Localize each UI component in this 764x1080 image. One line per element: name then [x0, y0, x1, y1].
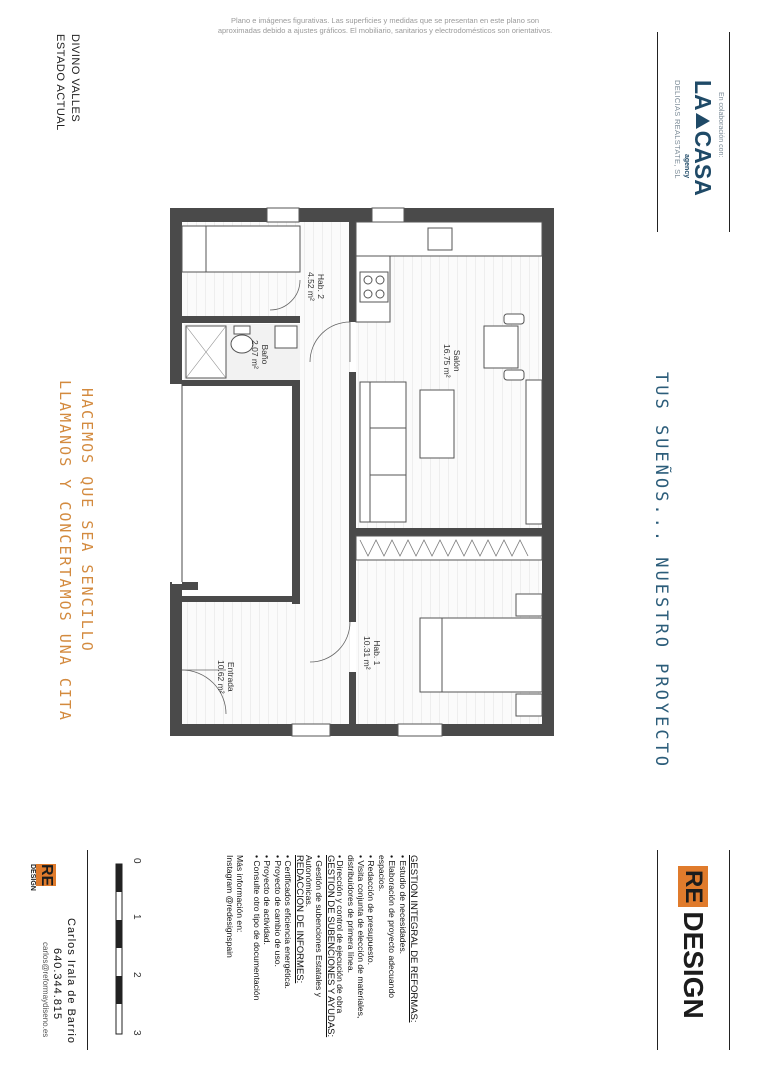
- collab-divider-left: [657, 32, 658, 232]
- scale-tick-3: 3: [131, 1030, 142, 1036]
- label-hab2-name: Hab. 2: [316, 273, 326, 299]
- sink: [275, 326, 297, 348]
- nightstand-2: [516, 694, 542, 716]
- disclaimer: [170, 16, 600, 36]
- label-hab1-area: 10.31 m²: [362, 636, 372, 670]
- label-hab1-name: Hab. 1: [372, 640, 382, 666]
- label-entrada-name: Entrada: [226, 661, 236, 692]
- label-bano: [250, 340, 270, 369]
- services-item-3-3: • Proyecto de actividad.: [262, 855, 273, 945]
- window-hab2: [267, 208, 299, 222]
- exterior-notch: [172, 384, 182, 584]
- project-name: DIVINO VALLES: [69, 34, 81, 123]
- collab-intro: En colaboración con:: [717, 92, 724, 158]
- label-hab1: [362, 636, 382, 670]
- lacasa-logo: [690, 80, 716, 196]
- wall-left-bottom: [170, 582, 182, 736]
- nightstand-1: [516, 594, 542, 616]
- contact-name: Carlos Irala de Barrio: [65, 918, 77, 1044]
- services-item-1-1: • Estudio de necesidades.: [397, 855, 408, 955]
- wall-salon-left-1: [349, 222, 356, 322]
- services-item-1-5: • Visita conjunta de elección de materiales,: [355, 855, 366, 1019]
- label-salon-area: 16.75 m²: [442, 344, 452, 378]
- logo-divider-right: [729, 850, 730, 1050]
- contact-block: [41, 918, 78, 1044]
- slogan-line-2: LLAMANOS Y CONCERTAMOS UNA CITA: [56, 380, 74, 722]
- entrada-floor: [180, 600, 305, 724]
- wall-right: [542, 208, 554, 736]
- wall-inner-left: [292, 386, 300, 604]
- chair-2: [504, 370, 524, 380]
- redesign-logo: [678, 866, 708, 1019]
- window-hab1: [398, 724, 442, 736]
- services-item-1-4: • Redacción de presupuesto.: [366, 855, 377, 966]
- wall-bath-bottom: [180, 380, 300, 386]
- services-heading-1: GESTION INTEGRAL DE REFORMAS:: [408, 855, 419, 1023]
- coffee-table: [420, 390, 454, 458]
- logo-divider-left: [657, 850, 658, 1050]
- scale-tick-1: 1: [131, 914, 142, 920]
- contact-divider: [87, 850, 88, 1050]
- main-slogan: TUS SUEÑOS... NUESTRO PROYECTO: [651, 372, 671, 770]
- more-info: Más información en:: [235, 855, 246, 933]
- scale-bar: [112, 856, 152, 1042]
- kitchen-sink: [428, 228, 452, 250]
- small-logo-design: DESIGN: [29, 864, 36, 891]
- services-item-1-6: distribuidores de primera línea.: [345, 855, 356, 973]
- instagram: Instagram @redesignspain: [225, 855, 236, 958]
- label-hab2-area: 4.52 m²: [306, 272, 316, 301]
- wall-salon-left-3: [349, 672, 356, 724]
- disclaimer-line-2: aproximadas debido a ajustes gráficos. El mobiliario, sanitarios y electrodomésticos son orientativos.: [217, 26, 553, 35]
- logo-design: DESIGN: [678, 911, 709, 1019]
- house-icon: [696, 113, 710, 129]
- wall-entrada-top: [180, 596, 300, 602]
- label-bano-name: Baño: [260, 344, 270, 365]
- wall-hab2-bath: [180, 316, 300, 323]
- sofa: [360, 382, 406, 522]
- label-entrada: [216, 660, 236, 694]
- services-item-1-3: espacios.: [376, 855, 387, 892]
- scale-tick-0: 0: [131, 858, 142, 864]
- window-salon: [372, 208, 404, 222]
- label-salon-name: Salón: [452, 349, 462, 372]
- services-block: [225, 855, 418, 1037]
- contact-email[interactable]: carlos@reformaydiseno.es: [41, 942, 50, 1038]
- logo-re: RE: [678, 866, 708, 907]
- services-item-3-1: • Certificados eficiencia energética.: [283, 855, 294, 989]
- bed-hab1-pillow: [420, 618, 442, 692]
- chair-1: [504, 314, 524, 324]
- dining-table: [484, 326, 518, 368]
- wall-salon-hab1: [356, 528, 542, 536]
- secondary-slogan: [54, 380, 98, 722]
- services-item-3-2: • Proyecto de cambio de uso.: [272, 855, 283, 967]
- project-state: ESTADO ACTUAL: [54, 34, 66, 131]
- contact-phone: 640.344.815: [51, 948, 63, 1021]
- services-heading-3: REDACCION DE INFORMES:: [293, 855, 305, 984]
- slogan-line-1: HACEMOS QUE SEA SENCILLO: [78, 388, 96, 653]
- window-entrada: [292, 724, 330, 736]
- wall-top: [170, 208, 552, 222]
- project-title: [52, 34, 82, 131]
- hob: [360, 272, 388, 302]
- collab-divider-right: [729, 32, 730, 232]
- scale-tick-2: 2: [131, 972, 142, 978]
- collab-block: [672, 80, 725, 196]
- label-entrada-area: 10.62 m²: [216, 660, 226, 694]
- services-item-3-4: • Consulte otro tipo de documentación: [251, 855, 262, 1001]
- redesign-small-logo: [28, 864, 56, 904]
- disclaimer-line-1: Plano e imágenes figurativas. Las superficies y medidas que se presentan en este plano son: [230, 16, 540, 25]
- logo-la: LA: [690, 80, 716, 111]
- services-item-2-1: • Gestión de subenciones Estatales y: [314, 855, 325, 998]
- services-item-2-2: Autonómicas.: [303, 855, 314, 908]
- logo-casa: CASA: [690, 130, 716, 196]
- wall-salon-left-2: [349, 372, 356, 622]
- services-item-1-7: • Dirección y control de ejecución de obra: [335, 855, 346, 1014]
- wall-left-top: [170, 208, 182, 384]
- services-heading-2: GESTION DE SUBENCIONES Y AYUDAS:: [324, 855, 336, 1038]
- label-bano-area: 2.07 m²: [250, 340, 260, 369]
- bed-hab2-pillow: [182, 226, 206, 272]
- logo-agency: agency: [683, 154, 690, 179]
- services-item-1-2: • Elaboración de proyecto adecuando: [387, 855, 398, 998]
- collab-company: DELICIAS REALSTATE, SL: [673, 80, 682, 179]
- small-logo-re: RE: [38, 864, 55, 887]
- wall-bottom: [170, 724, 554, 736]
- toilet-tank: [234, 326, 250, 334]
- label-hab2: [306, 272, 326, 301]
- label-salon: [442, 344, 462, 378]
- tv-unit: [526, 380, 542, 524]
